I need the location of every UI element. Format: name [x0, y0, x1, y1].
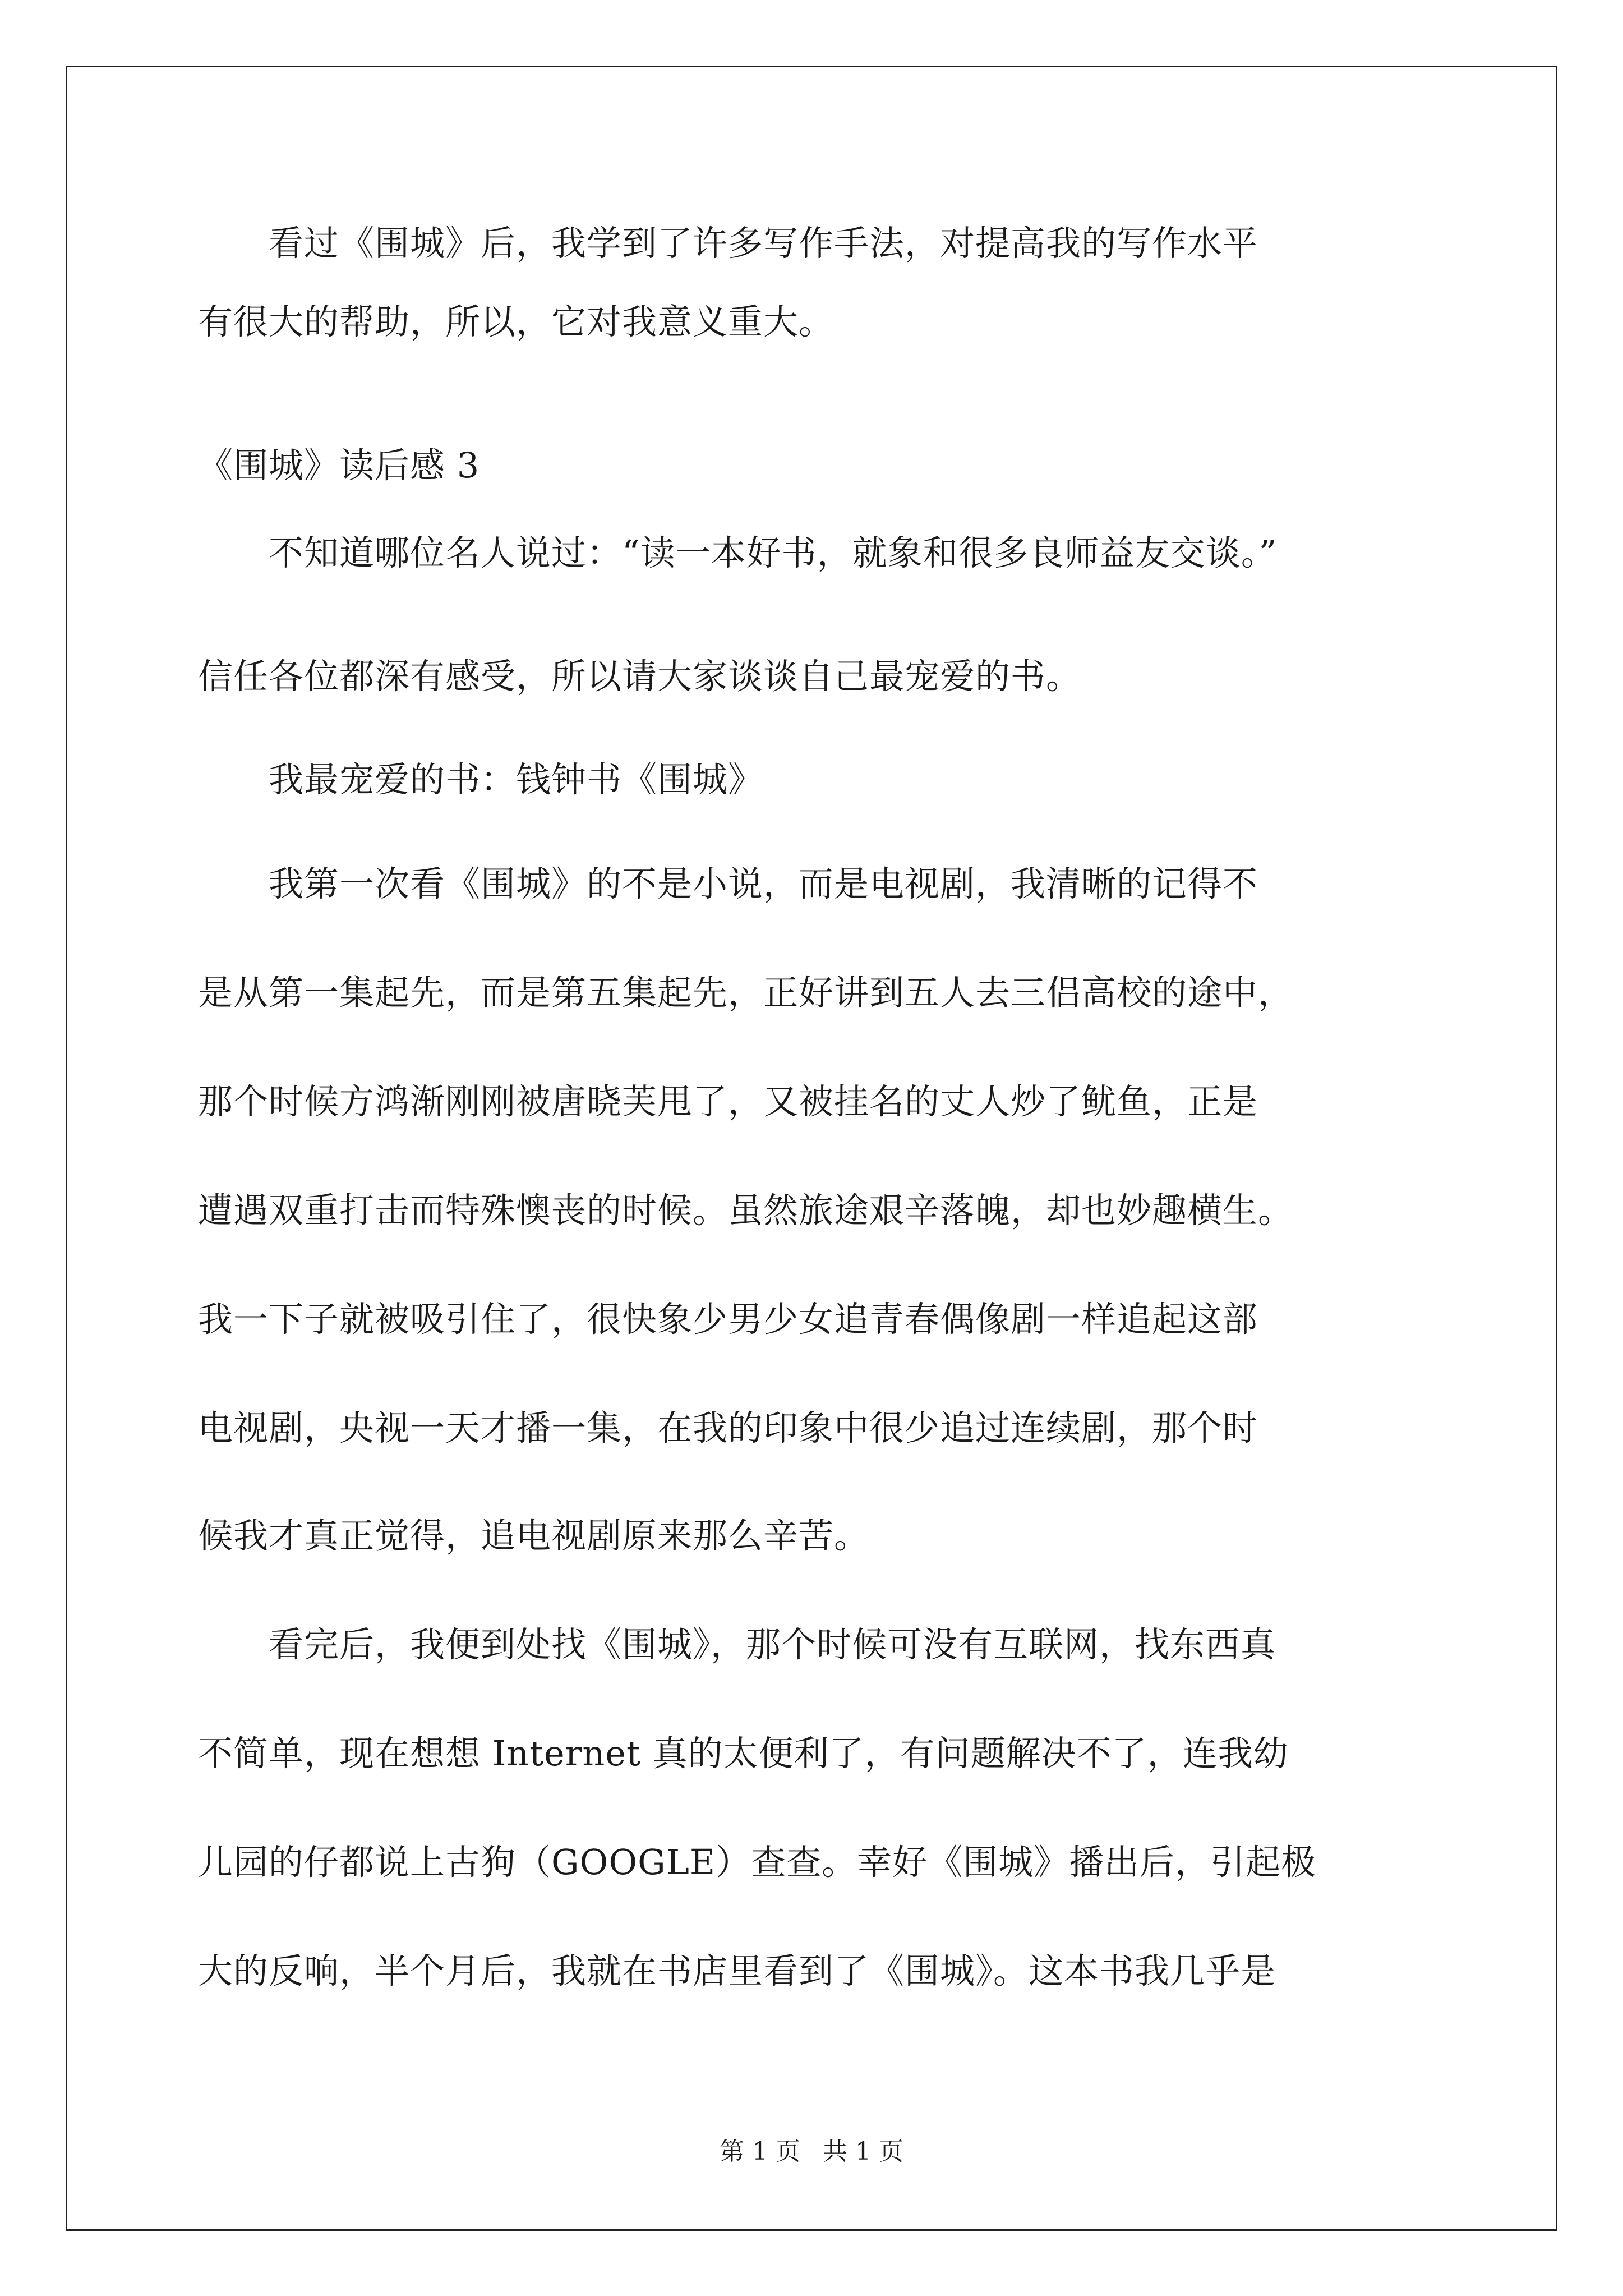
- section-heading: 《围城》读后感 3: [198, 445, 480, 486]
- text-line: 有很大的帮助，所以，它对我意义重大。: [198, 301, 834, 342]
- text-line: 不知道哪位名人说过：“读一本好书，就象和很多良师益友交谈。”: [198, 532, 1278, 573]
- text-line: 看完后，我便到处找《围城》，那个时候可没有互联网，找东西真: [198, 1624, 1276, 1665]
- text-line: 电视剧，央视一天才播一集，在我的印象中很少追过连续剧，那个时: [198, 1407, 1258, 1448]
- text-line: 遭遇双重打击而特殊懊丧的时候。虽然旅途艰辛落魄，却也妙趣横生。: [198, 1190, 1294, 1231]
- text-line: 不简单，现在想想 Internet 真的太便利了，有问题解决不了，连我幼: [198, 1733, 1289, 1774]
- text-line: 那个时候方鸿渐刚刚被唐晓芙甩了，又被挂名的丈人炒了鱿鱼，正是: [198, 1081, 1258, 1122]
- page-total: 共 1 页: [823, 2137, 903, 2166]
- text-line: 我一下子就被吸引住了，很快象少男少女追青春偶像剧一样追起这部: [198, 1299, 1258, 1340]
- text-line: 看过《围城》后，我学到了许多写作手法，对提高我的写作水平: [198, 223, 1258, 264]
- text-line: 信任各位都深有感受，所以请大家谈谈自己最宠爱的书。: [198, 656, 1082, 697]
- text-line: 我最宠爱的书：钱钟书《围城》: [198, 759, 764, 800]
- text-line: 是从第一集起先，而是第五集起先，正好讲到五人去三侣高校的途中，: [198, 972, 1294, 1013]
- page-footer: [0, 2135, 1623, 2169]
- text-line: 候我才真正觉得，追电视剧原来那么辛苦。: [198, 1515, 870, 1556]
- page-number: 第 1 页: [720, 2137, 800, 2166]
- page-border: [66, 66, 1557, 2231]
- text-line: 我第一次看《围城》的不是小说，而是电视剧，我清晰的记得不: [198, 863, 1258, 904]
- text-line: 大的反响，半个月后，我就在书店里看到了《围城》。这本书我几乎是: [198, 1950, 1276, 1991]
- text-line: 儿园的仔都说上古狗（GOOGLE）查查。幸好《围城》播出后，引起极: [198, 1842, 1317, 1883]
